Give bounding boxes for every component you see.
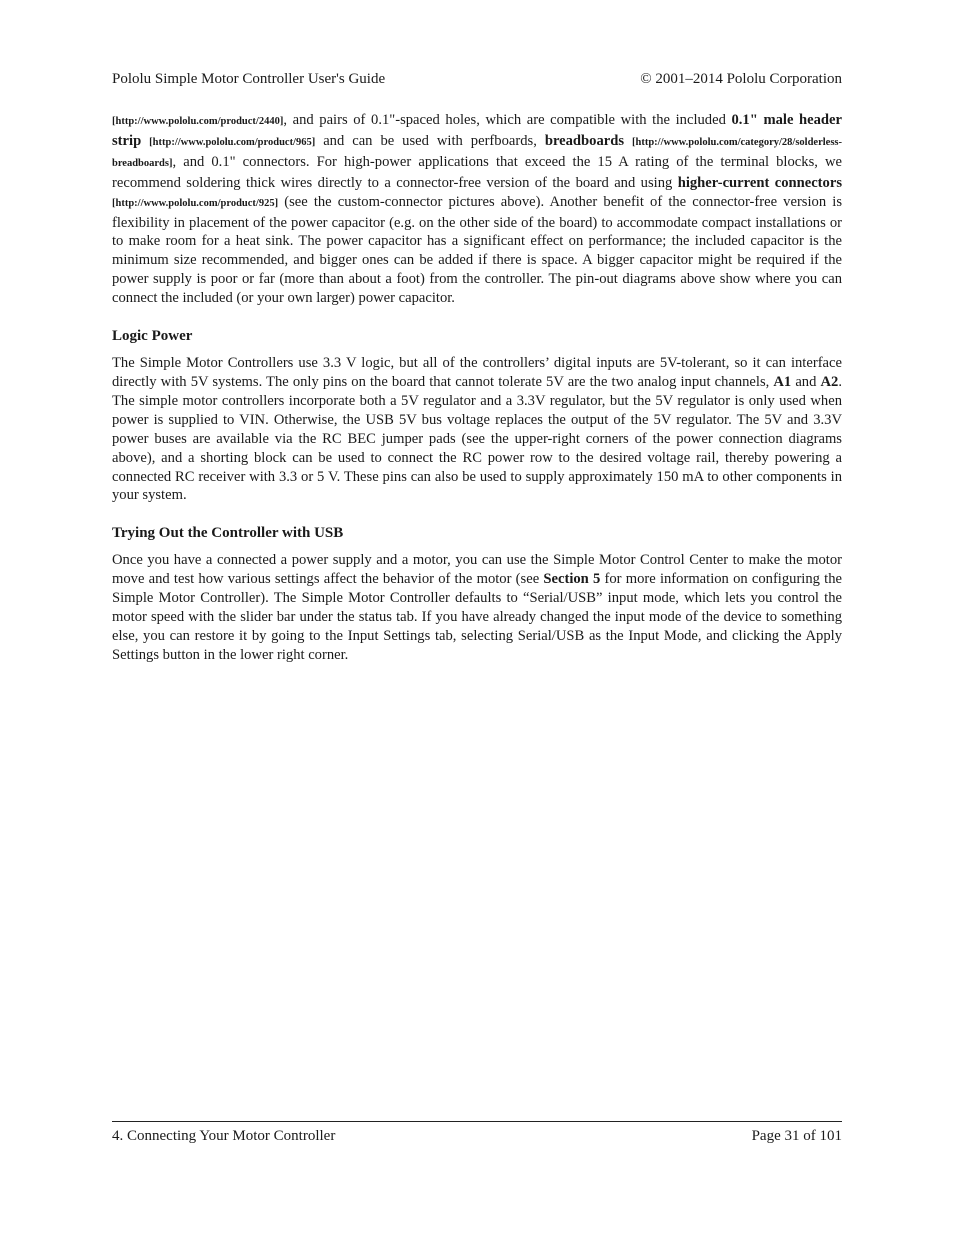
text-segment: . The simple motor controllers incorporate both a 5V regulator and a 3.3V regulator, but the 5V regulator is only used when power is supplied to VIN. Otherwise, the USB 5V bus voltage replaces the output of the 5V regulator. The 5V and 3.3V power buses are available via the RC BEC jumper pads (see the upper-right corners of the power connection diagrams above), and a shorting block can be used to connect the RC power row to the desired voltage rail, thereby powering a connected RC receiver with 3.3 or 5 V. These pins can also be used to supply approximately 150 mA to other components in your system. — [112, 373, 842, 504]
link-higher-current-connectors[interactable]: higher-current connectors — [677, 174, 842, 191]
text-segment: and can be used with perfboards, — [315, 132, 545, 149]
text-segment: , and 0.1" connectors. For high-power applications that exceed the 15 A rating of the terminal blocks, we recommend soldering thick wires directly to a connector-free version of the board and using — [112, 153, 842, 191]
heading-trying-usb: Trying Out the Controller with USB — [112, 525, 344, 542]
link-section-5[interactable]: Section 5 — [543, 571, 601, 588]
heading-logic-power: Logic Power — [112, 328, 193, 345]
paragraph-logic-power — [112, 354, 842, 505]
copyright-notice: © 2001–2014 Pololu Corporation — [640, 71, 842, 87]
chapter-title: 4. Connecting Your Motor Controller — [112, 1128, 336, 1144]
url-product-925[interactable]: [http://www.pololu.com/product/925] — [112, 197, 279, 209]
text-segment: for more information on configuring the Simple Motor Controller). The Simple Motor Controller defaults to “Serial/USB” input mode, which lets you control the motor speed with the slider bar under the status tab. If you have already changed the input mode of the device to something else, you can restore it by going to the Input Settings tab, selecting Serial/USB as the Input Mode, and clicking the Apply Settings button in the lower right corner. — [112, 571, 842, 663]
text-segment: (see the custom-connector pictures above). Another benefit of the connector-free version is flexibility in placement of the power capacitor (e.g. on the other side of the board) to accommodate compact installations or to make room for a heat sink. The power capacitor has a significant effect on performance; the included capacitor is the minimum size recommended, and bigger ones can be added if there is space. A bigger capacitor might be required if the power supply is poor or far (more than about a foot) from the controller. The pin-out diagrams above show where you can connect the included (or your own larger) power capacitor. — [112, 193, 842, 307]
pin-a1: A1 — [773, 373, 792, 390]
link-male-header-strip[interactable]: 0.1" male header strip — [112, 112, 842, 149]
pin-a2: A2 — [820, 373, 839, 390]
page-content — [112, 111, 842, 665]
text-segment: , and pairs of 0.1"-spaced holes, which are compatible with the included — [283, 112, 732, 128]
page-header — [112, 69, 842, 89]
url-product-2440[interactable]: [http://www.pololu.com/product/2440] — [112, 116, 284, 127]
url-product-965[interactable]: [http://www.pololu.com/product/965] — [149, 136, 316, 148]
link-breadboards[interactable]: breadboards — [544, 132, 625, 149]
text-segment: Once you have a connected a power supply and a motor, you can use the Simple Motor Control Center to make the motor move and test how various settings affect the behavior of the motor (see — [112, 552, 842, 588]
page-footer — [112, 1126, 842, 1146]
footer-divider — [112, 1121, 842, 1122]
page-number: Page 31 of 101 — [751, 1128, 842, 1144]
text-segment: The Simple Motor Controllers use 3.3 V logic, but all of the controllers’ digital inputs are 5V-tolerant, so it can interface directly with 5V systems. The only pins on the board that cannot tolerate 5V are the two analog input channels, — [112, 355, 842, 390]
paragraph-trying-usb — [112, 551, 842, 664]
paragraph-connectors — [112, 111, 842, 308]
document-title: Pololu Simple Motor Controller User's Guide — [112, 71, 386, 87]
text-segment: and — [791, 373, 821, 390]
url-category-breadboards[interactable]: [http://www.pololu.com/category/28/solderless-breadboards] — [112, 136, 842, 169]
